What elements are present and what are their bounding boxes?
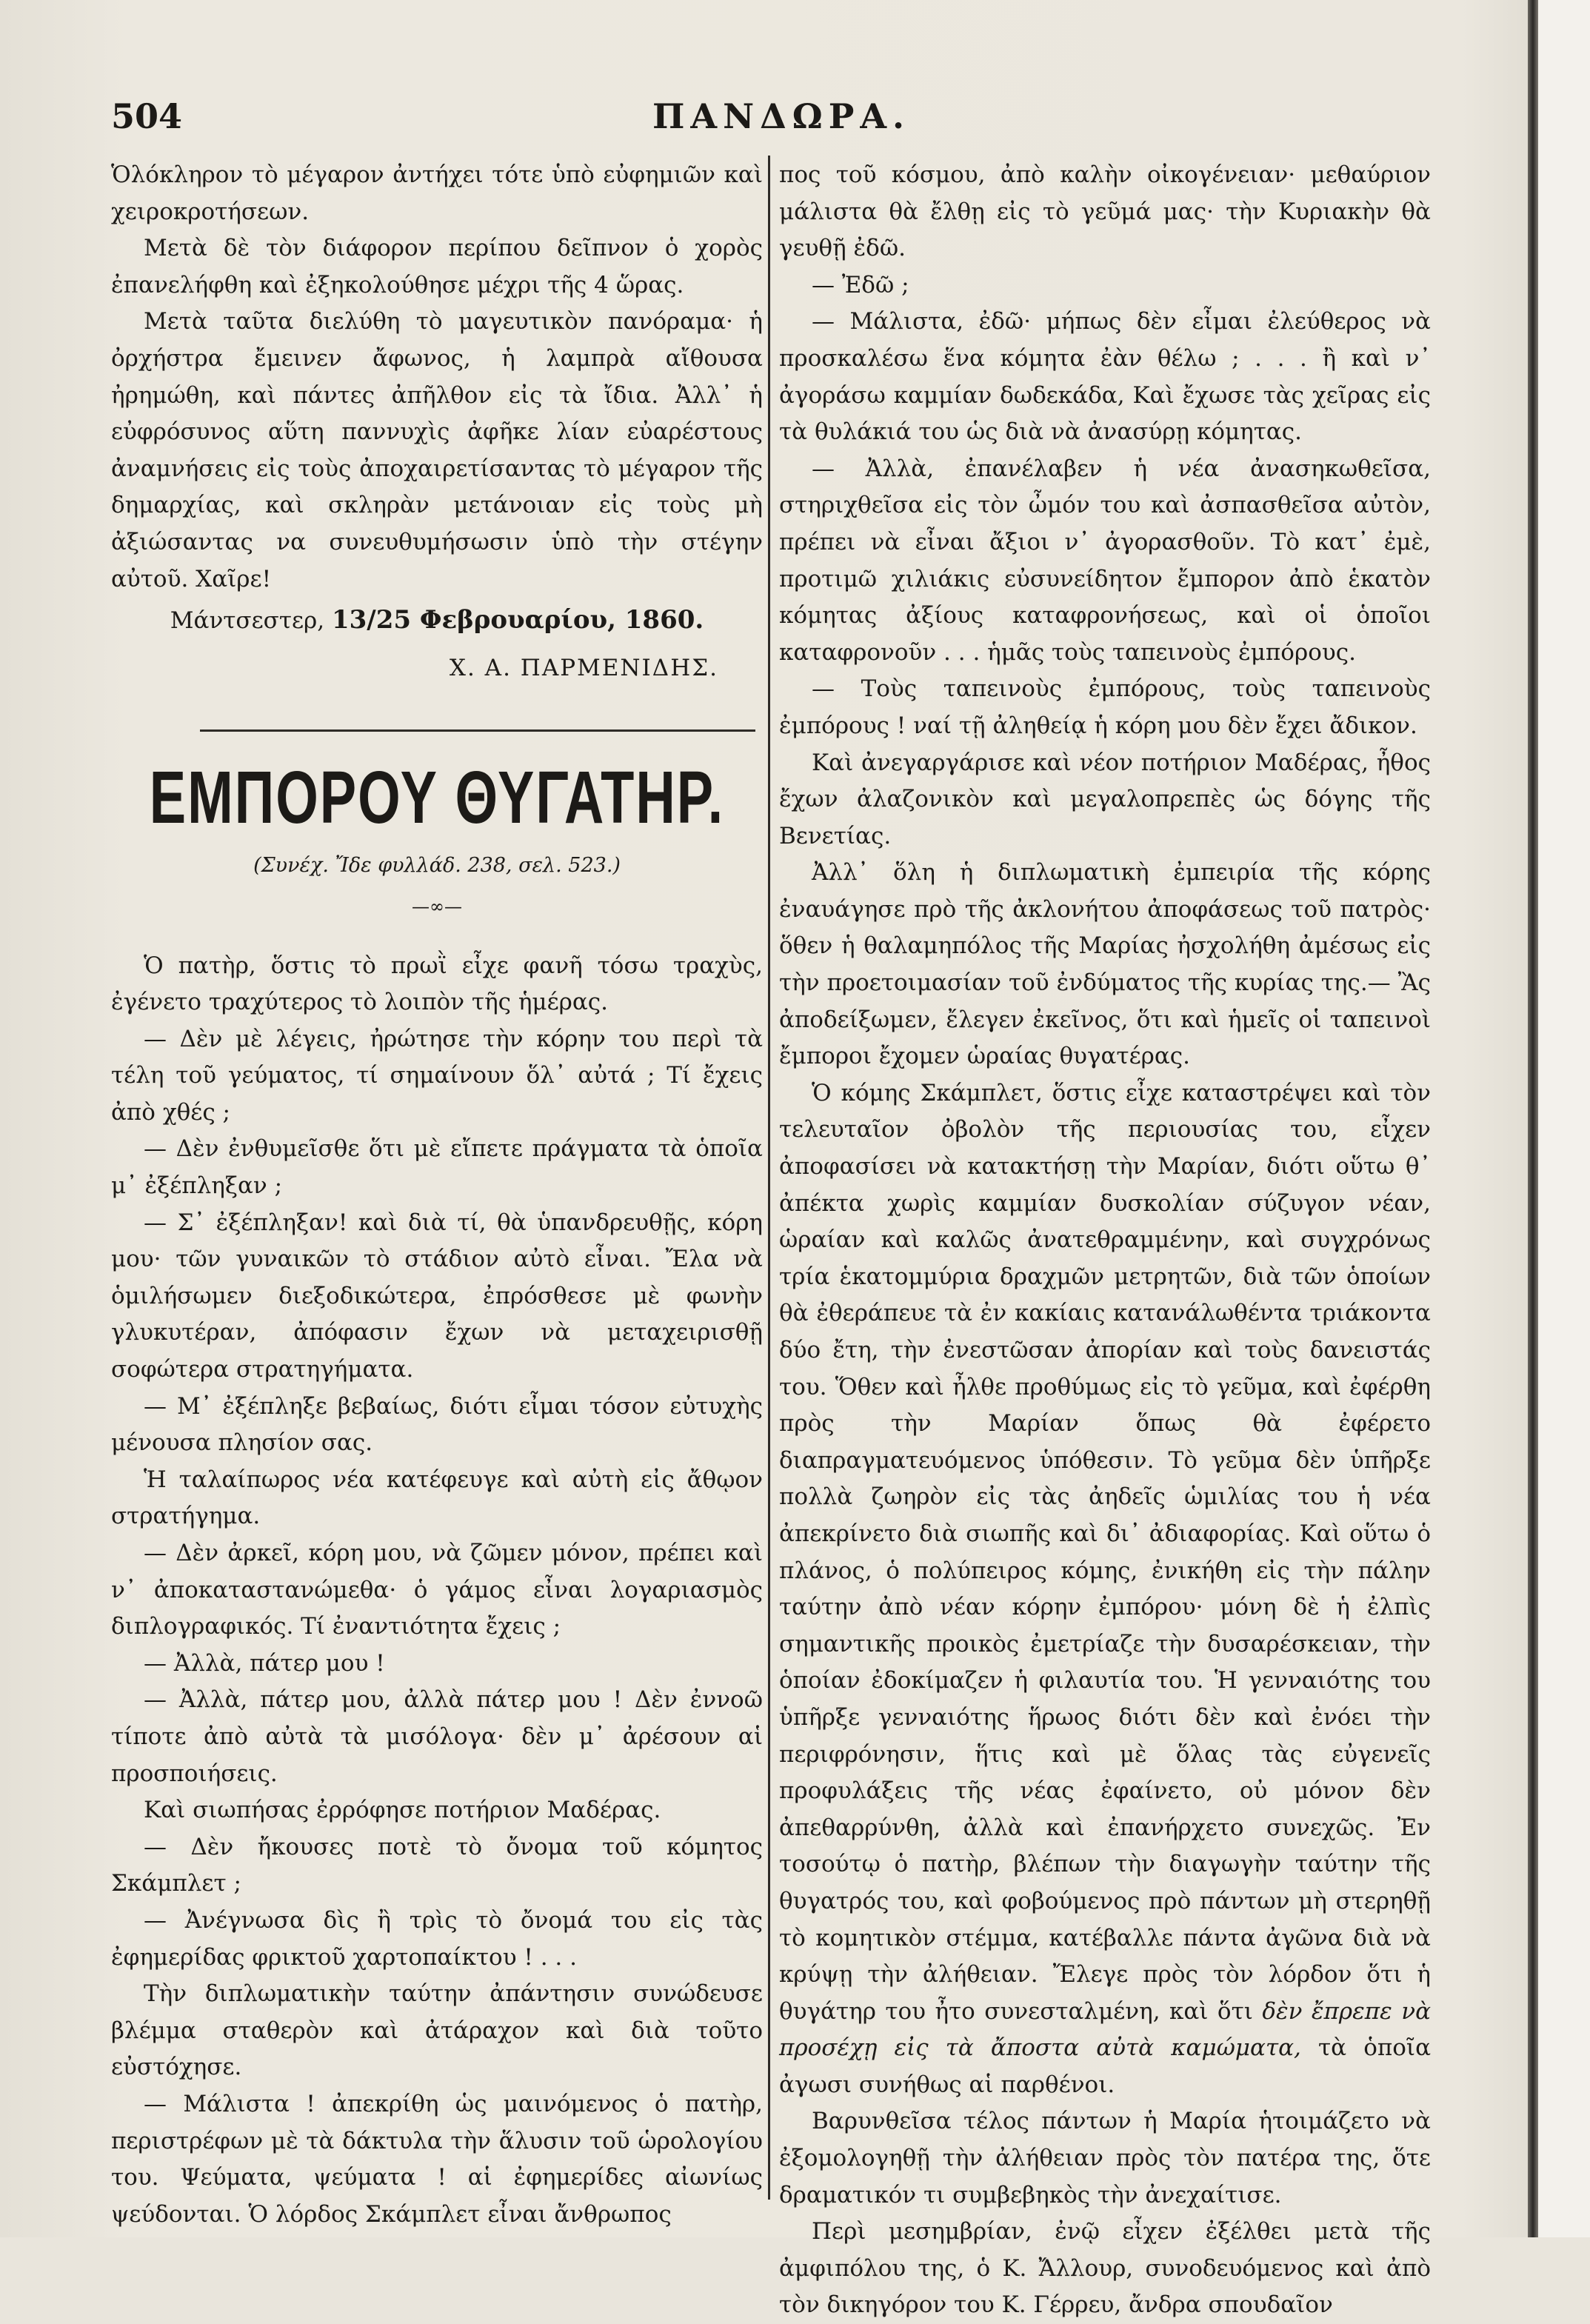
facing-page-margin (1538, 0, 1590, 2237)
article-title: ΕΜΠΟΡΟΥ ΘΥΓΑΤΗΡ. (149, 755, 725, 839)
article-paragraph (779, 1075, 1431, 2104)
running-title: ΠΑΝΔΩΡΑ. (652, 96, 911, 136)
article-paragraph: — Σ᾽ ἐξέπληξαν! καὶ διὰ τί, θὰ ὑπανδρευθῇς, κόρη μου· τῶν γυναικῶν τὸ στάδιον αὐτὸ εἶναι. Ἔλα νὰ ὁμιλήσωμεν διεξοδικώτερα, ἐπρόσθεσε μὲ φωνὴν γλυκυτέραν, ἀπόφασιν ἔχων νὰ μεταχειρισθῇ σοφώτερα στρατηγήματα. (111, 1209, 763, 1383)
signature-place: Μάντσεστερ, (170, 607, 325, 635)
article-paragraph: Περὶ μεσημβρίαν, ἐνῷ εἶχεν ἐξέλθει μετὰ τῆς ἀμφιπόλου της, ὁ Κ. Ἄλλουρ, συνοδευόμενος καὶ ἀπὸ τὸν δικηγόρον του Κ. Γέρρευ, ἄνδρα σπουδαῖον (779, 2218, 1431, 2319)
article-paragraph: πος τοῦ κόσμου, ἀπὸ καλὴν οἰκογένειαν· μεθαύριον μάλιστα θὰ ἔλθῃ εἰς τὸ γεῦμά μας· τὴν Κυριακὴν θὰ γευθῇ ἐδῶ. (779, 161, 1431, 262)
left-column (111, 157, 763, 2228)
page-number: 504 (111, 96, 183, 136)
page-header (111, 96, 1452, 148)
intro-paragraph: Μετὰ δὲ τὸν διάφορον περίπου δεῖπνον ὁ χορὸς ἐπανελήφθη καὶ ἐξηκολούθησε μέχρι τῆς 4 ὥρας. (111, 235, 763, 298)
column-rule (768, 156, 770, 2200)
ornament-divider: —∞— (412, 895, 462, 917)
article-paragraph: — Δὲν μὲ λέγεις, ἠρώτησε τὴν κόρην του περὶ τὰ τέλη τοῦ γεύματος, τί σημαίνουν ὅλ᾽ αὐτά ; Τί ἔχεις ἀπὸ χθές ; (111, 1025, 763, 1126)
article-continuation-note: (Συνέχ. Ἴδε φυλλάδ. 238, σελ. 523.) (253, 854, 621, 878)
article-paragraph: — Δὲν ἀρκεῖ, κόρη μου, νὰ ζῶμεν μόνον, πρέπει καὶ ν᾽ ἀποκαταστανώμεθα· ὁ γάμος εἶναι λογαριασμὸς διπλογραφικός. Τί ἐναντιότητα ἔχεις ; (111, 1540, 763, 1640)
right-column (779, 157, 1432, 2319)
article-paragraph: — Μ᾽ ἐξέπληξε βεβαίως, διότι εἶμαι τόσον εὐτυχὴς μένουσα πλησίον σας. (111, 1392, 763, 1457)
article-paragraph-text: Ὁ κόμης Σκάμπλετ, ὅστις εἶχε καταστρέψει καὶ τὸν τελευταῖον ὀβολὸν τῆς περιουσίας του, εἶχεν ἀποφασίσει νὰ κατακτήσῃ τὴν Μαρίαν, διότι οὕτω θ᾽ ἀπέκτα χωρὶς καμμίαν δυσκολίαν σύζυγον νέαν, ὡραίαν καὶ καλῶς ἀνατεθραμμένην, καὶ συγχρόνως τρία ἑκατομμύρια δραχμῶν μετρητῶν, διὰ τῶν ὁποίων θὰ ἐθεράπευε τὰ ἐν κακίαις κατανάλωθέντα τριάκοντα δύο ἔτη, τὴν ἐνεστῶσαν ἀπορίαν καὶ τοὺς δανειστάς του. Ὅθεν καὶ ἦλθε προθύμως εἰς τὸ γεῦμα, καὶ ἐφέρθη πρὸς τὴν Μαρίαν ὅπως θὰ ἐφέρετο διαπραγματευόμενος ὑπόθεσιν. Τὸ γεῦμα δὲν ὑπῆρξε πολλὰ ζωηρὸν εἰς τὰς ἀηδεῖς ὡμιλίας του ἡ νέα ἀπεκρίνετο διὰ σιωπῆς καὶ δι᾽ ἀδιαφορίας. Καὶ οὕτω ὁ πλάνος, ὁ πολύπειρος κόμης, ἐνικήθη εἰς τὴν πάλην ταύτην ἀπὸ νέαν κόρην ἐμπόρου· μόνη δὲ ἡ ἐλπὶς σημαντικῆς προικὸς ἐμετρίαζε τὴν δυσαρέσκειαν, τὴν ὁποίαν ἐδοκίμαζεν ἡ φιλαυτία του. Ἡ γενναιότης του ὑπῆρξε γενναιότης ἥρωος διότι δὲν καὶ ἐνόει τὴν περιφρόνησιν, ἥτις καὶ μὲ ὅλας τὰς εὐγενεῖς προφυλάξεις τῆς νέας ἐφαίνετο, οὐ μόνον δὲν ἀπεθαρρύνθη, ἀλλὰ καὶ ἐπανήρχετο συνεχῶς. Ἐν τοσούτῳ ὁ πατὴρ, βλέπων τὴν διαγωγὴν ταύτην τῆς θυγατρός του, καὶ φοβούμενος πρὸ πάντων μὴ στερηθῇ τὸ κομητικὸν στέμμα, κατέβαλλε πάντα ἀγῶνα διὰ νὰ κρύψῃ τὴν ἀλήθειαν. Ἔλεγε πρὸς τὸν λόρδον ὅτι ἡ θυγάτηρ του ἦτο συνεσταλμένη, καὶ ὅτι (779, 1079, 1431, 2025)
article-paragraph: Καὶ ἀνεγαργάρισε καὶ νέον ποτήριον Μαδέρας, ἦθος ἔχων ἀλαζονικὸν καὶ μεγαλοπρεπὲς ὡς δόγης τῆς Βενετίας. (779, 749, 1431, 849)
article-paragraph: — Δὲν ἤκουσες ποτὲ τὸ ὄνομα τοῦ κόμητος Σκάμπλετ ; (111, 1833, 763, 1897)
signature-name: Χ. Α. ΠΑΡΜΕΝΙΔΗΣ. (449, 654, 718, 681)
article-paragraph: — Μάλιστα ! ἀπεκρίθη ὡς μαινόμενος ὁ πατὴρ, περιστρέφων μὲ τὰ δάκτυλα τὴν ἅλυσιν τοῦ ὡρολογίου του. Ψεύματα, ψεύματα ! αἱ ἐφημερίδες αἰωνίως ψεύδονται. Ὁ λόρδος Σκάμπλετ εἶναι ἄνθρωπος (111, 2090, 763, 2228)
article-paragraph: Βαρυνθεῖσα τέλος πάντων ἡ Μαρία ἡτοιμάζετο νὰ ἐξομολογηθῇ τὴν ἀλήθειαν πρὸς τὸν πατέρα της, ὅτε δραματικόν τι συμβεβηκὸς τὴν ἀνεχαίτισε. (779, 2108, 1431, 2208)
intro-paragraph: Ὁλόκληρον τὸ μέγαρον ἀντήχει τότε ὑπὸ εὐφημιῶν καὶ χειροκροτήσεων. (111, 161, 763, 225)
article-paragraph: — Ἀλλὰ, πάτερ μου, ἀλλὰ πάτερ μου ! Δὲν ἐννοῶ τίποτε ἀπὸ αὐτὰ τὰ μισόλογα· δὲν μ᾽ ἀρέσουν αἱ προσποιήσεις. (111, 1686, 763, 1787)
article-paragraph: Ὁ πατὴρ, ὅστις τὸ πρωῒ εἶχε φανῆ τόσω τραχὺς, ἐγένετο τραχύτερος τὸ λοιπὸν τῆς ἡμέρας. (111, 952, 763, 1016)
page-binding-edge (1528, 0, 1538, 2237)
italic-phrase: δὲν ἔπρεπε νὰ προσέχῃ εἰς τὰ ἄποστα αὐτὰ καμώματα, (779, 1997, 1432, 2062)
article-paragraph: — Ἀλλὰ, πάτερ μου ! (144, 1649, 385, 1677)
article-paragraph: — Ἀλλὰ, ἐπανέλαβεν ἡ νέα ἀνασηκωθεῖσα, στηριχθεῖσα εἰς τὸν ὦμόν του καὶ ἀσπασθεῖσα αὐτὸν, πρέπει νὰ εἶναι ἄξιοι ν᾽ ἀγορασθοῦν. Τὸ κατ᾽ ἐμὲ, προτιμῶ χιλιάκις εὐσυνείδητον ἔμπορον ἀπὸ ἑκατὸν κόμητας ἀξίους καταφρονήσεως, καὶ οἱ ὁποῖοι καταφρονοῦν . . . ἡμᾶς τοὺς ταπεινοὺς ἐμπόρους. (779, 455, 1431, 666)
intro-paragraph: Μετὰ ταῦτα διελύθη τὸ μαγευτικὸν πανόραμα· ἡ ὀρχήστρα ἔμεινεν ἄφωνος, ἡ λαμπρὰ αἴθουσα ἠρημώθη, καὶ πάντες ἀπῆλθον εἰς τὰ ἴδια. Ἀλλ᾽ ἡ εὐφρόσυνος αὕτη παννυχὶς ἀφῆκε λίαν εὐαρέστους ἀναμνήσεις εἰς τοὺς ἀποχαιρετίσαντας τὸ μέγαρον τῆς δημαρχίας, καὶ σκληρὰν μετάνοιαν εἰς τοὺς μὴ ἀξιώσαντας να συνευθυμήσωσιν ὑπὸ τὴν στέγην αὐτοῦ. Χαῖρε! (111, 308, 763, 592)
article-paragraph: — Δὲν ἐνθυμεῖσθε ὅτι μὲ εἴπετε πράγματα τὰ ὁποῖα μ᾽ ἐξέπληξαν ; (111, 1135, 763, 1200)
section-divider (200, 729, 755, 732)
article-paragraph: Ἡ ταλαίπωρος νέα κατέφευγε καὶ αὐτὴ εἰς ἄθῳον στρατήγημα. (111, 1466, 763, 1530)
article-paragraph: — Ἀνέγνωσα δὶς ἢ τρὶς τὸ ὄνομά του εἰς τὰς ἐφημερίδας φρικτοῦ χαρτοπαίκτου ! . . . (111, 1906, 763, 1971)
article-paragraph: Καὶ σιωπήσας ἐρρόφησε ποτήριον Μαδέρας. (144, 1797, 661, 1824)
signature-dateline (111, 602, 763, 640)
article-paragraph: — Ἐδῶ ; (812, 271, 909, 298)
article-paragraph: Τὴν διπλωματικὴν ταύτην ἀπάντησιν συνώδευσε βλέμμα σταθερὸν καὶ ἀτάραχον καὶ διὰ τοῦτο εὐστόχησε. (111, 1980, 763, 2081)
signature-date: 13/25 Φεβρουαρίου, 1860. (331, 605, 704, 635)
article-paragraph: — Τοὺς ταπεινοὺς ἐμπόρους, τοὺς ταπεινοὺς ἐμπόρους ! ναί τῇ ἀληθείᾳ ἡ κόρη μου δὲν ἔχει ἄδικον. (779, 675, 1431, 739)
article-paragraph: — Μάλιστα, ἐδῶ· μήπως δὲν εἶμαι ἐλεύθερος νὰ προσκαλέσω ἕνα κόμητα ἐὰν θέλω ; . . . ἢ καὶ ν᾽ ἀγοράσω καμμίαν δωδεκάδα, Καὶ ἔχωσε τὰς χεῖρας εἰς τὰ θυλάκιά του ὡς διὰ νὰ ἀνασύρῃ κόμητας. (779, 308, 1431, 446)
article-paragraph-text: τὰ ὁποῖα ἀγωσι συνήθως αἱ παρθένοι. (779, 2034, 1432, 2098)
article-paragraph: Ἀλλ᾽ ὅλη ἡ διπλωματικὴ ἐμπειρία τῆς κόρης ἐναυάγησε πρὸ τῆς ἀκλονήτου ἀποφάσεως τοῦ πατρὸς· ὅθεν ἡ θαλαμηπόλος τῆς Μαρίας ἠσχολήθη ἀμέσως εἰς τὴν προετοιμασίαν τοῦ ἐνδύματος τῆς κυρίας της.— Ἂς ἀποδείξωμεν, ἔλεγεν ἐκεῖνος, ὅτι καὶ ἡμεῖς οἱ ταπεινοὶ ἔμποροι ἔχομεν ὡραίας θυγατέρας. (779, 859, 1431, 1070)
